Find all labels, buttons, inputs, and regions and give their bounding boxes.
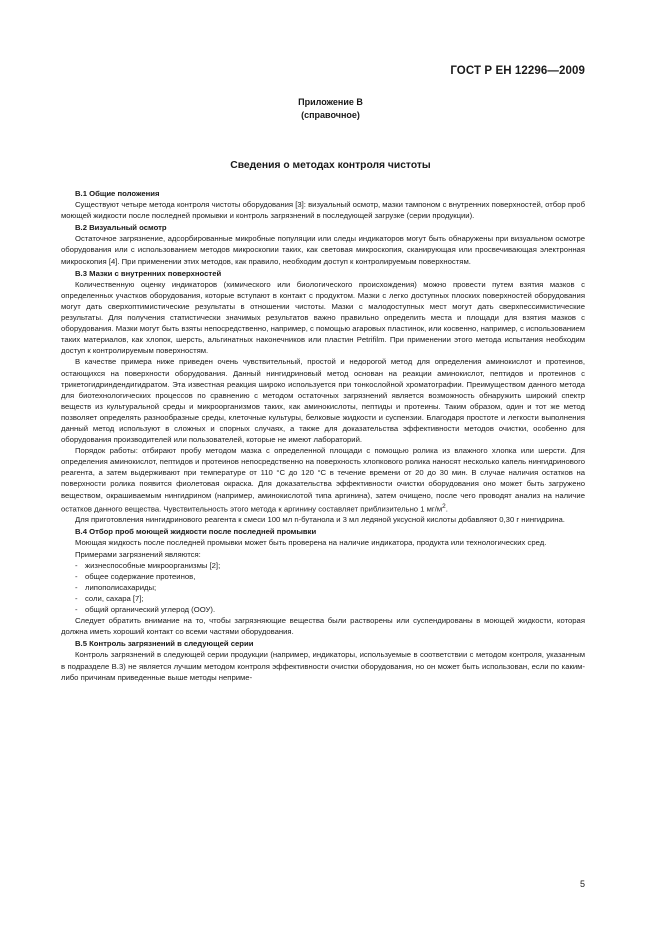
- annex-label: [0, 96, 661, 122]
- paragraph-end: .: [445, 504, 448, 514]
- paragraph: Моющая жидкость после последней промывки может быть проверена на наличие индикатора, продукта или технологических сред.: [75, 538, 547, 548]
- paragraph: Остаточное загрязнение, адсорбированные микробные популяции или следы индикаторов могут быть обнаружены при визуальном осмотре оборудования или с использованием методов микроскопии таких, как световая микроскопия, сканирующая или просвечивающая электронная микроскопия [4]. При применении этих методов, как правило, необходим доступ к контролируемым поверхностям.: [61, 234, 585, 266]
- page-title: Сведения о методах контроля чистоты: [230, 160, 431, 171]
- document-header: ГОСТ Р ЕН 12296—2009: [450, 65, 585, 77]
- paragraph: В качестве примера ниже приведен очень чувствительный, простой и недорогой метод для определения аминокислот и протеинов, остающихся на поверхности оборудования. Данный нингидриновый метод основан на реакции аминокислот, пептидов и протеинов с трикетогидриндендигидратом. Эта известная реакция широко используется при тонкослойной хроматографии. Преимуществом данного метода для биотехнологических процессов по сравнению с методом остаточных загрязнений является возможность обнаружить широкий спектр веществ из культуральной среды и микроорганизмов таких, как аминокислоты, пептиды и протеины. Таким образом, один и тот же метод позволяет определять разнообразные среды, клеточные культуры, белковые жидкости и суспензии. Благодаря простоте и легкости выполнения данный метод используют в сложных и спорных случаях, а также для доказательства эффективности методов очистки, особенно для оборудования производителей или пользователей, которые не имеют лабораторий.: [61, 357, 585, 445]
- section-heading-b3: В.3 Мазки с внутренних поверхностей: [75, 268, 222, 278]
- section-heading-b1: В.1 Общие положения: [75, 189, 160, 198]
- list-item: - липополисахариды;: [75, 582, 157, 592]
- list-item: - общий органический углерод (ООУ).: [75, 605, 216, 615]
- section-heading-b2: В.2 Визуальный осмотр: [75, 223, 167, 233]
- paragraph: Контроль загрязнений в следующей серии продукции (например, индикаторы, используемые в соответствии с методом контроля, указанным в подразделе В.3) не является лучшим методом контроля эффективности очистки оборудования, но он может быть использован, если по каким-либо причинам приведенные выше методы непримe-: [61, 650, 585, 682]
- list-item: - общее содержание протеинов,: [75, 571, 196, 581]
- annex-subtitle: (справочное): [301, 110, 360, 120]
- contaminant-list: [61, 560, 585, 615]
- superscript: 2: [442, 502, 446, 510]
- section-heading-b4: В.4 Отбор проб моющей жидкости после последней промывки: [75, 527, 317, 537]
- paragraph-text: Порядок работы: отбирают пробу методом мазка с определенной площади с помощью ролика из влажного хлопка или шерсти. Для определения аминокислот, пептидов и протеинов непосредственно на поверхность хлопкового ролика наносят несколько капель нингидринового реагента, а затем выдерживают при температуре от 110 °С до 120 °С в течение времени от 20 до 30 мин. В случае наличия остатков на поверхности ролика появится фиолетовая окраска. Для доказательства эффективности очистки оборудования оно может быть загружено веществом, окрашиваемым нингидрином (например, аминокислотой типа аргинина), затем очищено, после чего проводят анализ на наличие остатков данного вещества. Чувствительность этого метода к аргинину составляет приблизительно 1 мг/м: [61, 446, 585, 514]
- paragraph: [61, 445, 585, 514]
- paragraph: Для приготовления нингидринового реагента к смеси 100 мл n-бутанола и 3 мл ледяной уксусной кислоты добавляют 0,30 г нингидрина.: [75, 515, 565, 525]
- list-item: - соли, сахара [7];: [75, 593, 144, 603]
- section-heading-b5: В.5 Контроль загрязнений в следующей серии: [75, 639, 254, 649]
- document-body: [61, 187, 585, 683]
- paragraph: Существуют четыре метода контроля чистоты оборудования [3]: визуальный осмотр, мазки тампоном с внутренних поверхностей, отбор проб моющей жидкости после последней промывки и контроль загрязнений в последующей загрузке (серии продукции).: [61, 200, 585, 221]
- page-number: 5: [579, 879, 585, 889]
- paragraph: Следует обратить внимание на то, чтобы загрязняющие вещества были растворены или суспендированы в моющей жидкости, которая должна иметь хороший контакт со всеми частями оборудования.: [61, 616, 585, 637]
- paragraph: Примерами загрязнений являются:: [75, 549, 201, 559]
- paragraph: Количественную оценку индикаторов (химического или биологического происхождения) можно провести путем взятия мазков с определенных участков оборудования, которые вступают в контакт с продуктом. Мазки с легко доступных плоских поверхностей оборудования могут дать сверхоптимистические результаты в отношении чистоты. Мазки с малодоступных мест могут дать сверхпессимистические результаты. Для получения статистически значимых результатов важно правильно определить места и площади для взятия мазков с оборудования. Мазки могут быть взяты непосредственно, например, с помощью агаровых пластинок, или косвенно, например, с использованием таких материалов, как хлопок, шерсть, альгинатных наконечников или пластин Petrifilm. При применении этого метода испытания необходим доступ к контролируемым поверхностям.: [61, 279, 585, 356]
- list-item: - жизнеспособные микроорганизмы [2];: [75, 560, 221, 570]
- annex-title: Приложение В: [298, 97, 363, 107]
